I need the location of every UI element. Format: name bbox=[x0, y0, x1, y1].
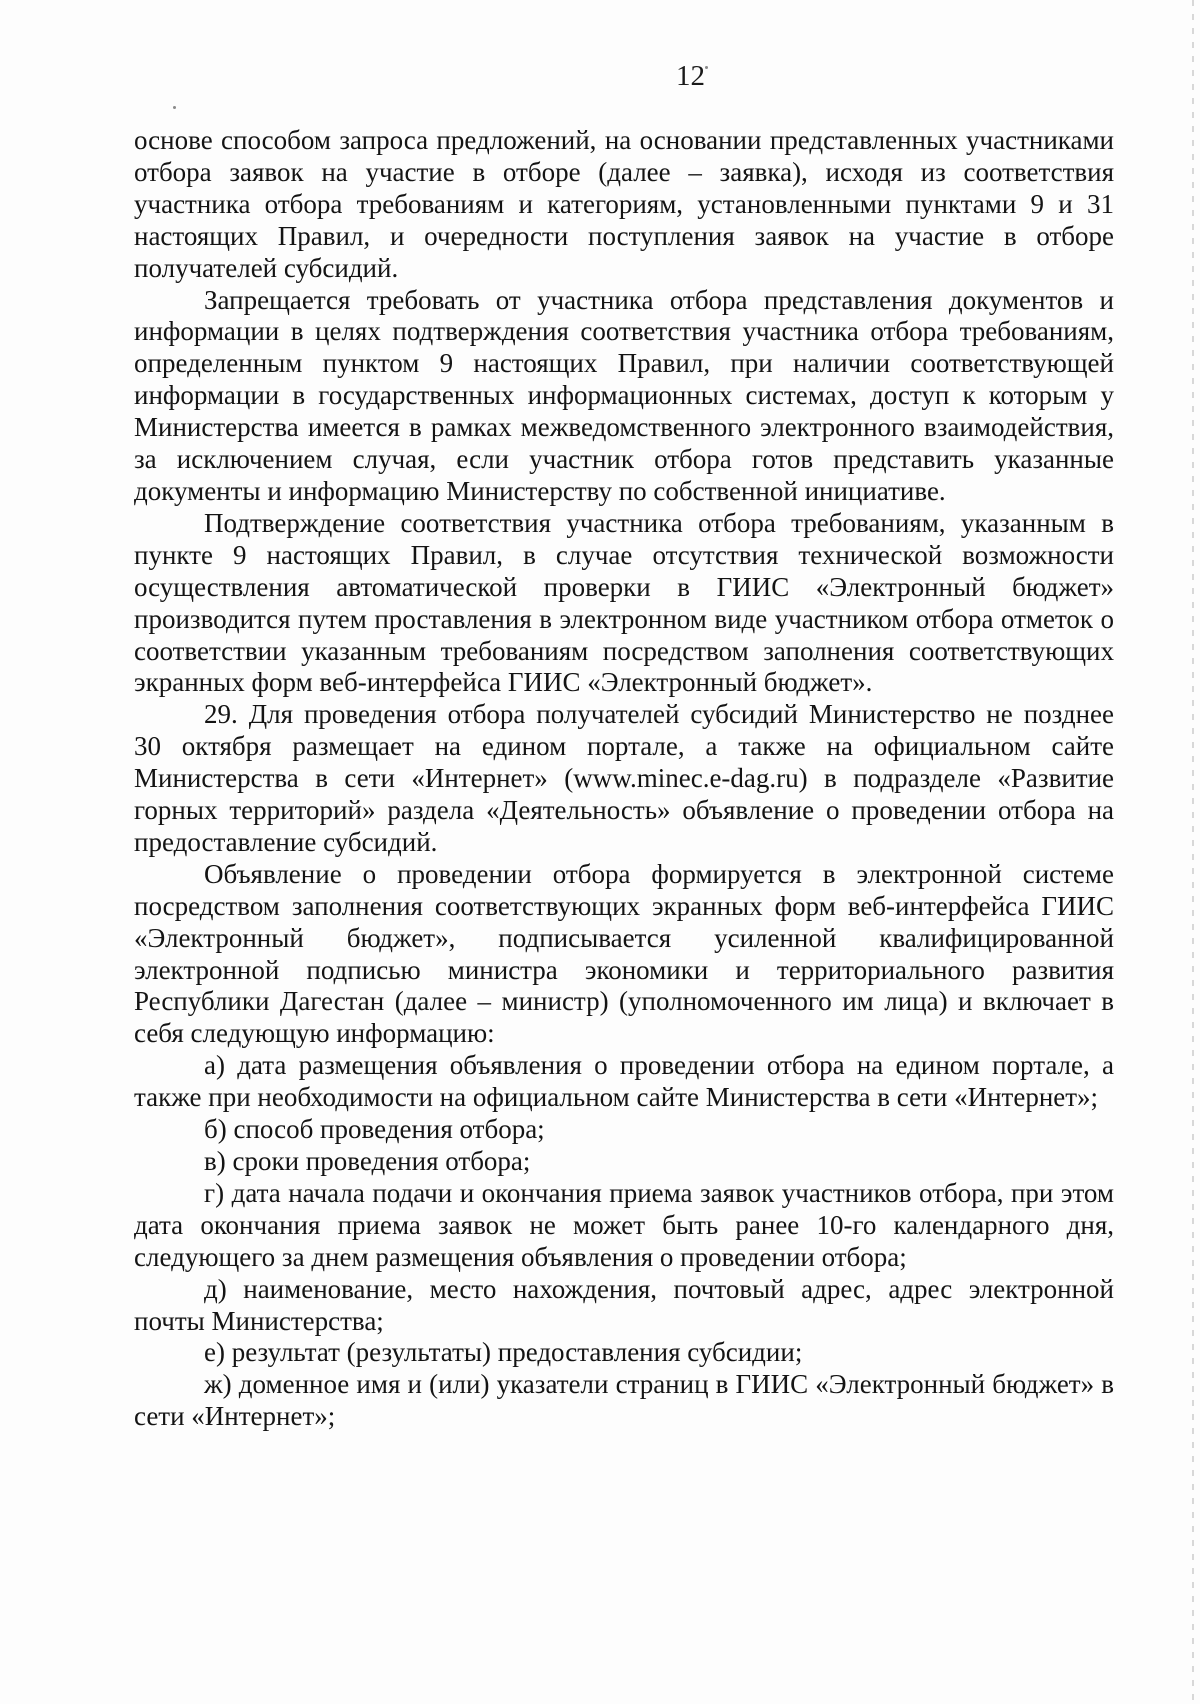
list-item-v: в) сроки проведения отбора; bbox=[204, 1146, 531, 1176]
scan-speck bbox=[173, 106, 176, 109]
paragraph-prohibition: Запрещается требовать от участника отбора представления документов и информации в целях подтверждения соответствия участника отбора требованиям, определенным пунктом 9 настоящих Правил, при наличии соответствующей информации в государственных информационных системах, доступ к которым у Министерства имеется в рамках межведомственного электронного взаимодействия, за исключением случая, если участник отбора готов представить указанные документы и информацию Министерству по собственной инициативе. bbox=[134, 284, 1114, 506]
list-item-a: а) дата размещения объявления о проведении отбора на едином портале, а также при необходимости на официальном сайте Министерства в сети «Интернет»; bbox=[134, 1050, 1114, 1113]
list-item-b: б) способ проведения отбора; bbox=[204, 1114, 545, 1145]
scan-speck bbox=[705, 66, 708, 69]
paragraph-clause-29: 29. Для проведения отбора получателей субсидий Министерство не позднее 30 октября размещает на едином портале, а также на официальном сайте Министерства в сети «Интернет» (www.minec.e-dag.ru) в подразделе «Развитие горных территорий» раздела «Деятельность» объявление о проведении отбора на предоставление субсидий. bbox=[134, 699, 1114, 857]
paragraph-continuation: основе способом запроса предложений, на основании представленных участниками отбора заявок на участие в отборе (далее – заявка), исходя из соответствия участника отбора требованиям и категориям, установленными пунктами 9 и 31 настоящих Правил, и очередности поступления заявок на участие в отборе получателей субсидий. bbox=[134, 125, 1114, 283]
page-number: 12 bbox=[676, 60, 705, 92]
scan-edge-artifact bbox=[1192, 0, 1194, 1704]
list-item-g: г) дата начала подачи и окончания приема заявок участников отбора, при этом дата окончания приема заявок не может быть ранее 10-го календарного дня, следующего за днем размещения объявления о проведении отбора; bbox=[134, 1177, 1114, 1272]
list-item-e: е) результат (результаты) предоставления субсидии; bbox=[204, 1337, 803, 1368]
list-item-d: д) наименование, место нахождения, почтовый адрес, адрес электронной почты Министерства; bbox=[134, 1273, 1114, 1336]
paragraph-confirmation: Подтверждение соответствия участника отбора требованиям, указанным в пункте 9 настоящих Правил, в случае отсутствия технической возможности осуществления автоматической проверки в ГИИС «Электронный бюджет» производится путем проставления в электронном виде участником отбора отметок о соответствии указанным требованиям посредством заполнения соответствующих экранных форм веб-интерфейса ГИИС «Электронный бюджет». bbox=[134, 507, 1114, 698]
list-item-zh: ж) доменное имя и (или) указатели страниц в ГИИС «Электронный бюджет» в сети «Интернет»; bbox=[134, 1369, 1114, 1432]
document-body bbox=[134, 125, 1114, 1433]
paragraph-announcement: Объявление о проведении отбора формируется в электронной системе посредством заполнения соответствующих экранных форм веб-интерфейса ГИИС «Электронный бюджет», подписывается усиленной квалифицированной электронной подписью министра экономики и территориального развития Республики Дагестан (далее – министр) (уполномоченного им лица) и включает в себя следующую информацию: bbox=[134, 858, 1114, 1049]
